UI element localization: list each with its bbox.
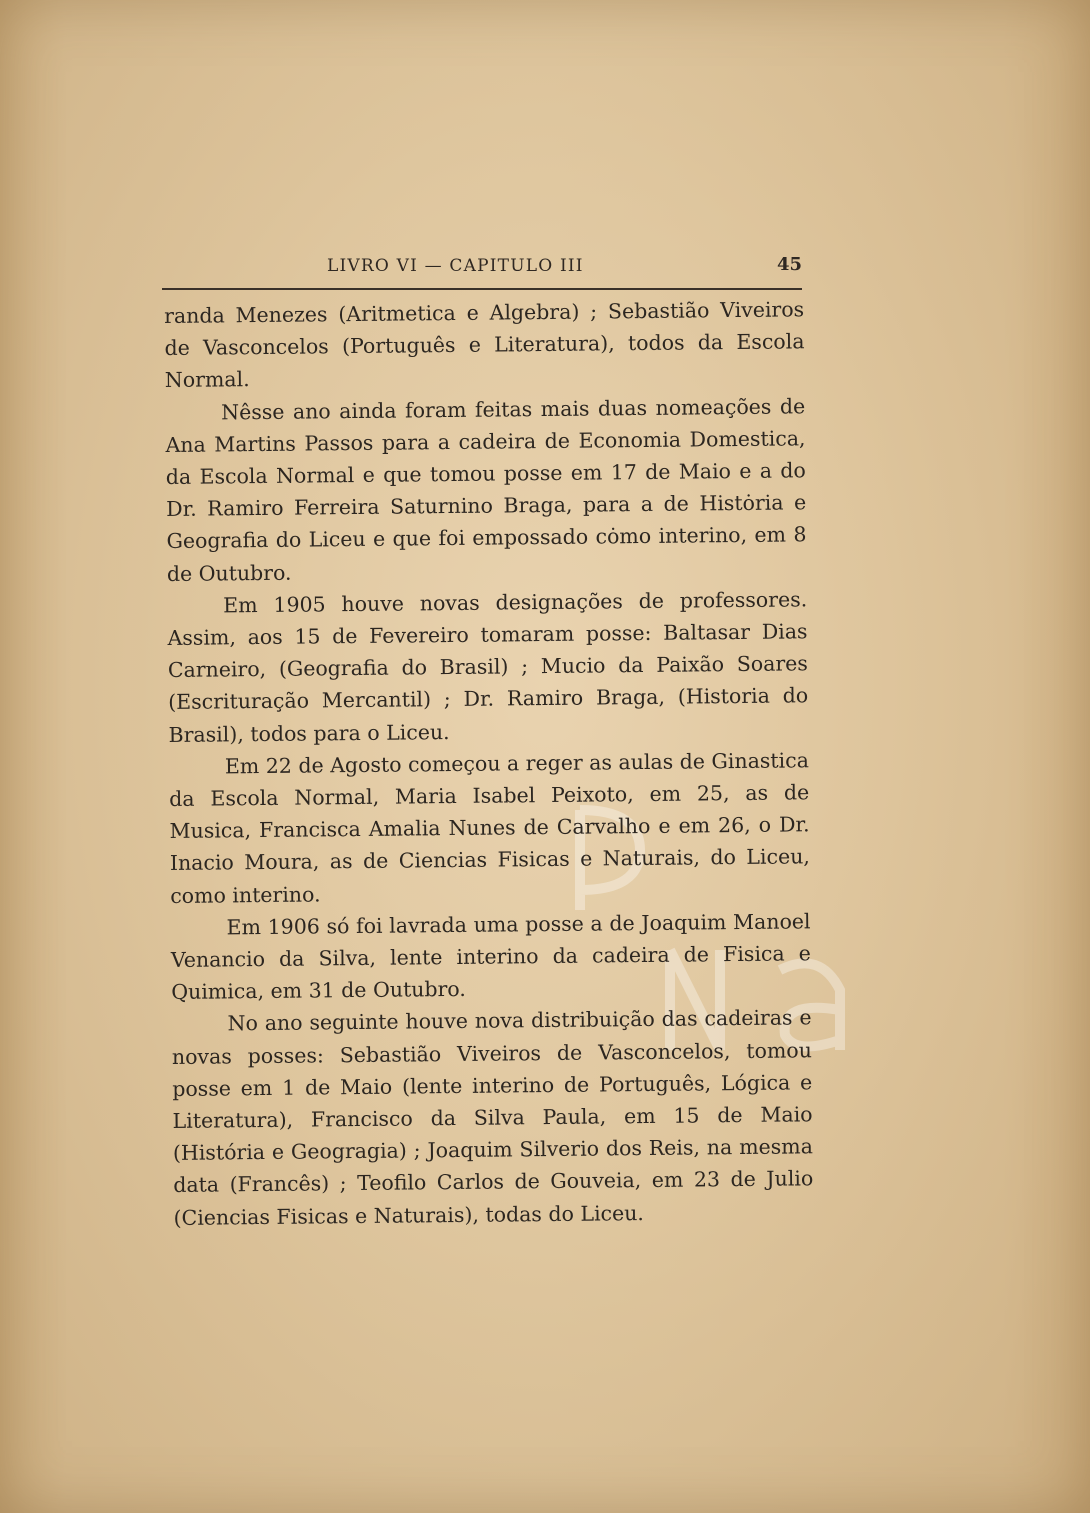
paragraph: Em 22 de Agosto começou a reger as aulas de Ginastica da Escola Normal, Maria Isabel Peixoto, em 25, as de Musica, Francisca Amalia Nunes de Carvalho e em 26, o Dr. Inacio Moura, as de Ciencias Fisicas e Naturais, do Liceu, como interino. bbox=[169, 748, 810, 908]
paragraph: Em 1905 houve novas designações de professores. Assim, aos 15 de Fevereiro tomaram posse: Baltasar Dias Carneiro, (Geografia do Brasil) ; Mucio da Paixão Soares (Escrituração Mercantil) ; Dr. Ramiro Braga, (Historia do Brasil), todos para o Liceu. bbox=[167, 587, 809, 747]
body-text bbox=[164, 293, 814, 1234]
paragraph: No ano seguinte houve nova distribuição das cadeiras e novas posses: Sebastião Viveiros de Vasconcelos, tomou posse em 1 de Maio (lente interino de Português, Lógica e Literatura), Francisco da Silva Paula, em 15 de Maio (História e Geogragia) ; Joaquim Silverio dos Reis, na mesma data (Francês) ; Teofilo Carlos de Gouveia, em 23 de Julio (Ciencias Fisicas e Naturais), todas do Liceu. bbox=[171, 1005, 814, 1230]
page-number: 45 bbox=[776, 254, 802, 275]
paragraph: Nêsse ano ainda foram feitas mais duas nomeações de Ana Martins Passos para a cadeira de Economia Domestica, da Escola Normal e que tomou posse em 17 de Maio e a do Dr. Ramiro Ferreira Saturnino Braga, para a de Histȯria e Geografia do Liceu e que foi empossado cȯmo interino, em 8 de Outubro. bbox=[165, 393, 807, 586]
paragraph: randa Menezes (Aritmetica e Algebra) ; Sebastião Viveiros de Vasconcelos (Português e Literatura), todos da Escola Normal. bbox=[164, 297, 805, 393]
running-title: LIVRO VI — CAPITULO III bbox=[327, 256, 584, 276]
paragraph: Em 1906 só foi lavrada uma posse a de Joaquim Manoel Venancio da Silva, lente interino da cadeira de Fisica e Quimica, em 31 de Outubro. bbox=[170, 909, 812, 1005]
running-header bbox=[162, 252, 802, 290]
